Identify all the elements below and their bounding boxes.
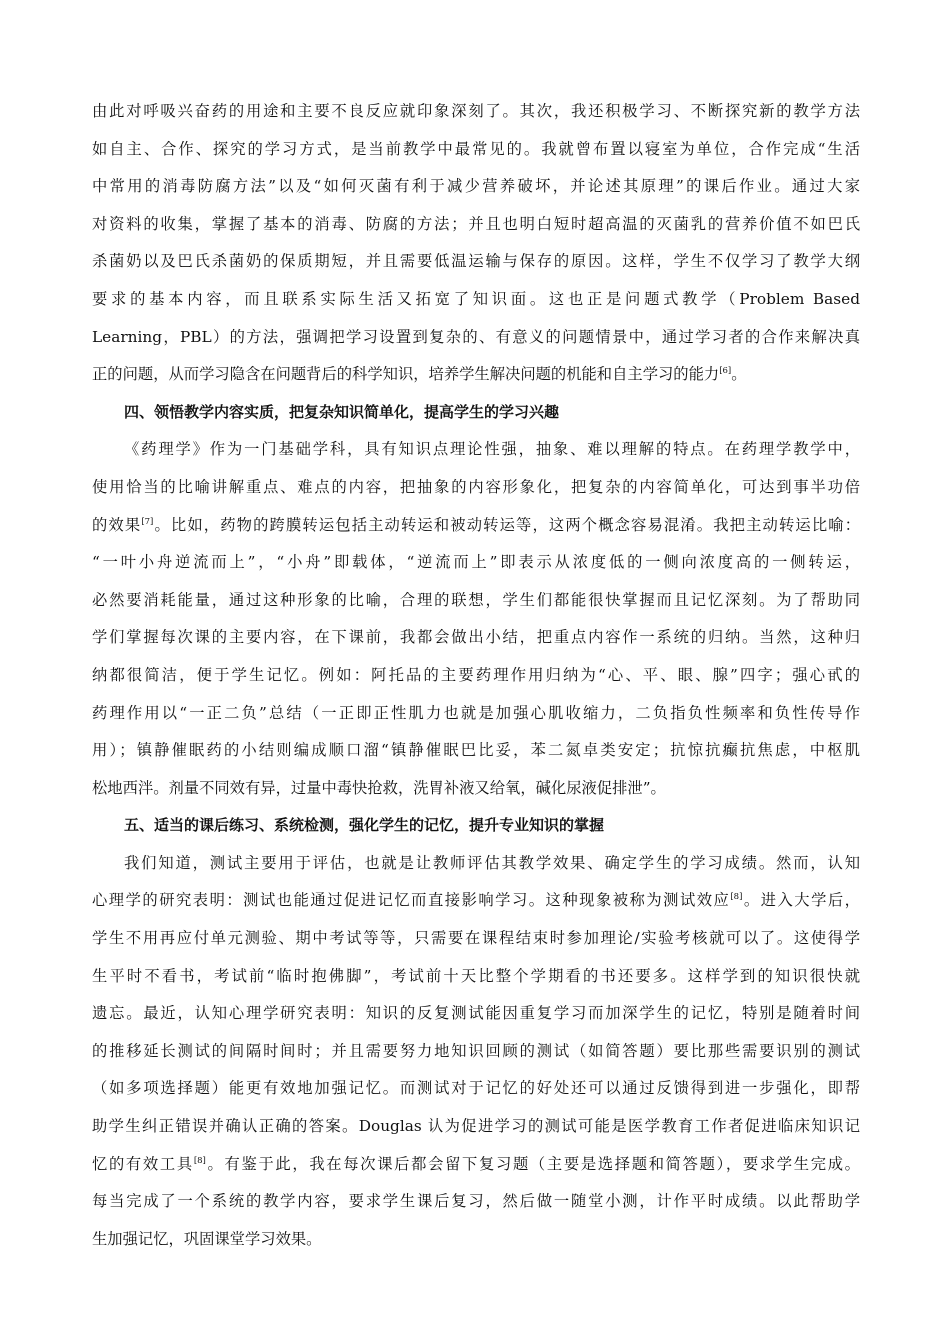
text-line: 杀菌奶以及巴氏杀菌奶的保质期短，并且需要低温运输与保存的原因。这样，学生不仅学习了教学大纲 [92, 252, 860, 271]
paragraph-pbl-method [92, 93, 860, 394]
text-line: 松地西泮。剂量不同效有异，过量中毒快抢救，洗胃补液又给氧，碱化尿液促排泄”。 [92, 778, 666, 797]
citation-ref: [8] [730, 892, 743, 903]
text-line: 遗忘。最近，认知心理学研究表明：知识的反复测试能因重复学习而加深学生的记忆，特别是随着时间 [92, 1004, 860, 1023]
text-line [92, 356, 860, 394]
line-text: 忆的有效工具 [92, 1154, 194, 1173]
text-line: 必然要消耗能量，通过这种形象的比喻，合理的联想，学生们都能很快掌握而且记忆深刻。为了帮助同 [92, 590, 860, 609]
citation-ref: [8] [193, 1155, 206, 1166]
text-line: （如多项选择题）能更有效地加强记忆。而测试对于记忆的好处还可以通过反馈得到进一步强化，即帮 [92, 1079, 860, 1098]
text-line [92, 507, 860, 545]
line-text: 。 [731, 365, 747, 384]
text-line: 使用恰当的比喻讲解重点、难点的内容，把抽象的内容形象化，把复杂的内容简单化，可达到事半功倍 [92, 477, 860, 496]
text-line: 纳都很简洁，便于学生记忆。例如：阿托品的主要药理作用归纳为“心、平、眼、腺”四字；强心甙的 [92, 665, 860, 684]
text-line: 要求的基本内容，而且联系实际生活又拓宽了知识面。这也正是问题式教学（Problem Based [92, 289, 860, 308]
text-line: 如自主、合作、探究的学习方式，是当前教学中最常见的。我就曾布置以寝室为单位，合作完成“生活 [92, 139, 860, 158]
line-text: 。进入大学后， [742, 891, 860, 910]
paragraph-simplify-content [92, 431, 860, 807]
text-line: 对资料的收集，掌握了基本的消毒、防腐的方法；并且也明白短时超高温的灭菌乳的营养价值不如巴氏 [92, 214, 860, 233]
text-line: “一叶小舟逆流而上”，“小舟”即载体，“逆流而上”即表示从浓度低的一侧向浓度高的一侧转运， [92, 553, 860, 572]
text-line: 每当完成了一个系统的教学内容，要求学生课后复习，然后做一随堂小测，计作平时成绩。以此帮助学 [92, 1192, 860, 1211]
text-line: 《药理学》作为一门基础学科，具有知识点理论性强，抽象、难以理解的特点。在药理学教学中， [124, 440, 860, 459]
section-heading: 五、适当的课后练习、系统检测，强化学生的记忆，提升专业知识的掌握 [124, 816, 605, 835]
line-text: 的效果 [92, 515, 142, 534]
line-text: 正的问题，从而学习隐含在问题背后的科学知识，培养学生解决问题的机能和自主学习的能力 [92, 365, 720, 384]
text-line [92, 1146, 860, 1184]
citation-ref: [6] [719, 366, 732, 377]
line-text: 。有鉴于此，我在每次课后都会留下复习题（主要是选择题和简答题），要求学生完成。 [205, 1154, 860, 1173]
section-heading: 四、领悟教学内容实质，把复杂知识简单化，提高学生的学习兴趣 [124, 402, 560, 421]
paragraph-testing-effect [92, 845, 860, 1259]
citation-ref: [7] [141, 516, 154, 527]
text-line: 的推移延长测试的间隔时间时；并且需要努力地知识回顾的测试（如简答题）要比那些需要识别的测试 [92, 1041, 860, 1060]
text-line: 中常用的消毒防腐方法”以及“如何灭菌有利于减少营养破坏，并论述其原理”的课后作业。通过大家 [92, 177, 860, 196]
text-line [92, 882, 860, 920]
text-line: 由此对呼吸兴奋药的用途和主要不良反应就印象深刻了。其次，我还积极学习、不断探究新的教学方法 [92, 102, 860, 120]
text-line: 生加强记忆，巩固课堂学习效果。 [92, 1229, 322, 1248]
document-page [92, 93, 860, 1258]
text-line: 药理作用以“一正二负”总结（一正即正性肌力也就是加强心肌收缩力，二负指负性频率和负性传导作 [92, 703, 860, 722]
text-line: 学们掌握每次课的主要内容，在下课前，我都会做出小结，把重点内容作一系统的归纳。当然，这种归 [92, 628, 860, 647]
text-line: Learning，PBL）的方法，强调把学习设置到复杂的、有意义的问题情景中，通过学习者的合作来解决真 [92, 327, 860, 346]
text-line: 学生不用再应付单元测验、期中考试等等，只需要在课程结束时参加理论/实验考核就可以了。这使得学 [92, 929, 860, 948]
text-line: 用）；镇静催眠药的小结则编成顺口溜“镇静催眠巴比妥，苯二氮卓类安定；抗惊抗癫抗焦虑，中枢肌 [92, 741, 860, 760]
line-text: 。比如，药物的跨膜转运包括主动转运和被动转运等，这两个概念容易混淆。我把主动转运比喻： [153, 515, 860, 534]
text-line: 我们知道，测试主要用于评估，也就是让教师评估其教学效果、确定学生的学习成绩。然而，认知 [124, 853, 860, 872]
line-text: 心理学的研究表明：测试也能通过促进记忆而直接影响学习。这种现象被称为测试效应 [92, 891, 731, 910]
text-line: 生平时不看书，考试前“临时抱佛脚”，考试前十天比整个学期看的书还要多。这样学到的知识很快就 [92, 966, 860, 985]
text-line: 助学生纠正错误并确认正确的答案。Douglas 认为促进学习的测试可能是医学教育工作者促进临床知识记 [92, 1117, 860, 1136]
